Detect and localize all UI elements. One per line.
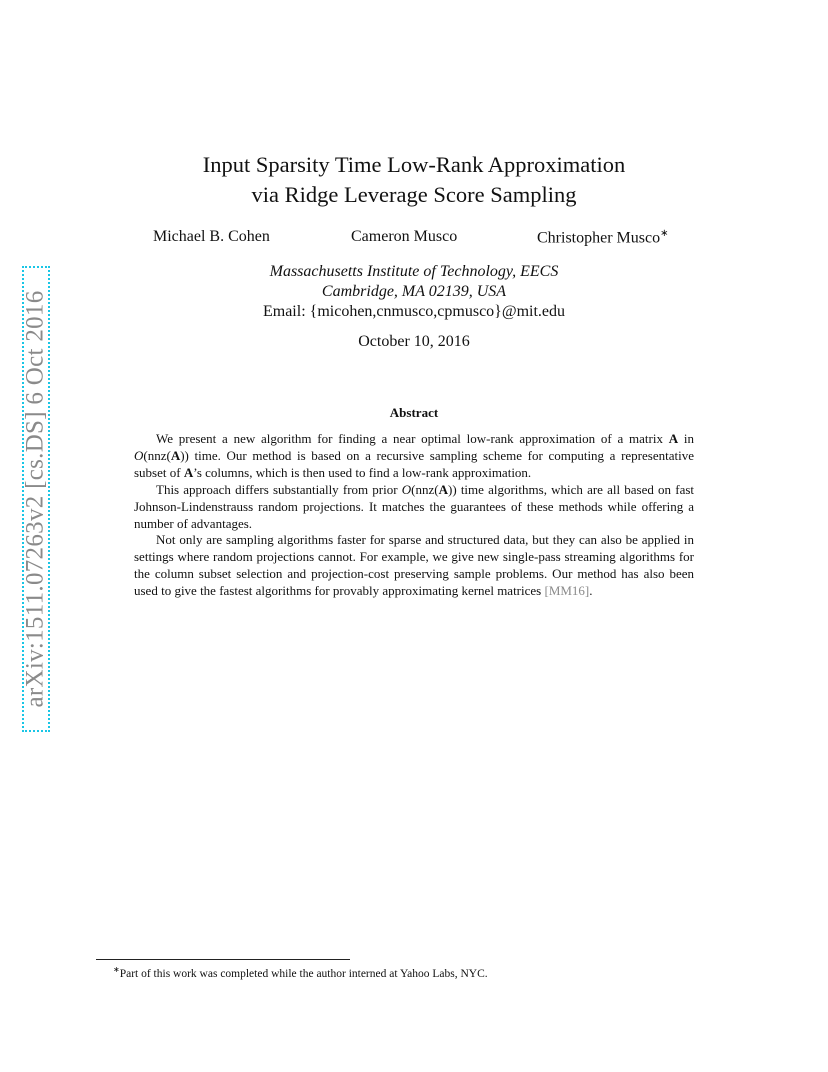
- author-1: Michael B. Cohen: [153, 228, 270, 245]
- affiliation-address: Cambridge, MA 02139, USA: [321, 283, 507, 300]
- citation-link[interactable]: [MM16]: [544, 583, 590, 599]
- text-run: in: [678, 431, 694, 446]
- text-run: .: [589, 583, 593, 599]
- title-line-2: via Ridge Leverage Score Sampling: [251, 182, 577, 207]
- author-2: Cameron Musco: [351, 228, 458, 245]
- affiliation-email-line: [0, 302, 828, 322]
- big-o-symbol: O: [401, 481, 412, 497]
- affiliation-institution: Massachusetts Institute of Technology, EECS: [269, 263, 559, 280]
- footnote-mark: ∗: [113, 965, 120, 974]
- matrix-symbol: A: [183, 464, 194, 480]
- big-o-symbol: O: [134, 447, 144, 463]
- author-3-name: Christopher Musco: [537, 229, 661, 247]
- paper-date: October 10, 2016: [358, 333, 470, 350]
- abstract-body: [134, 431, 694, 600]
- abstract-paragraph-1: [134, 431, 694, 482]
- text-run: This approach differs substantially from prior: [156, 481, 402, 497]
- footnote-text: Part of this work was completed while the author interned at Yahoo Labs, NYC.: [119, 967, 488, 980]
- matrix-symbol: A: [438, 481, 448, 497]
- email-prefix: Email:: [262, 303, 310, 320]
- text-run: ’s columns, which is then used to find a low-rank approximation.: [193, 464, 532, 480]
- email-addresses: {micohen,cnmusco,cpmusco}@mit.edu: [309, 303, 566, 320]
- footnote: [113, 963, 488, 981]
- footnote-rule: [96, 959, 350, 960]
- author-footnote-mark[interactable]: ∗: [660, 228, 669, 239]
- text-run: )) time algorithms, which are all based on fast Johnson-Lindenstrauss random projections. It matches the guarantees of these methods while offering a number of advantages.: [134, 481, 695, 531]
- paper-title: [0, 150, 828, 210]
- matrix-symbol: A: [668, 431, 679, 446]
- abstract-paragraph-2: [134, 482, 694, 533]
- text-run: (nnz(: [411, 481, 439, 497]
- title-line-1: Input Sparsity Time Low-Rank Approximation: [202, 152, 626, 177]
- text-run: (nnz(: [143, 447, 171, 463]
- author-3: [537, 228, 669, 247]
- abstract-paragraph-3: [134, 532, 694, 600]
- matrix-symbol: A: [170, 447, 181, 463]
- arxiv-identifier[interactable]: arXiv:1511.07263v2 [cs.DS] 6 Oct 2016: [22, 290, 50, 708]
- text-run: We present a new algorithm for finding a near optimal low-rank approximation of a matrix: [156, 431, 669, 446]
- text-run: )) time. Our method is based on a recursive sampling scheme for computing a representative subset of: [134, 447, 694, 480]
- text-run: Not only are sampling algorithms faster for sparse and structured data, but they can also be applied in settings where random projections cannot. For example, we give new single-pass streaming algorithms for the column subset selection and projection-cost preserving sample problems. Our method has also been used to give the fastest algorithms for provably approximating kernel matrices: [134, 532, 694, 599]
- affiliation: [0, 262, 828, 322]
- abstract-heading: Abstract: [389, 405, 439, 420]
